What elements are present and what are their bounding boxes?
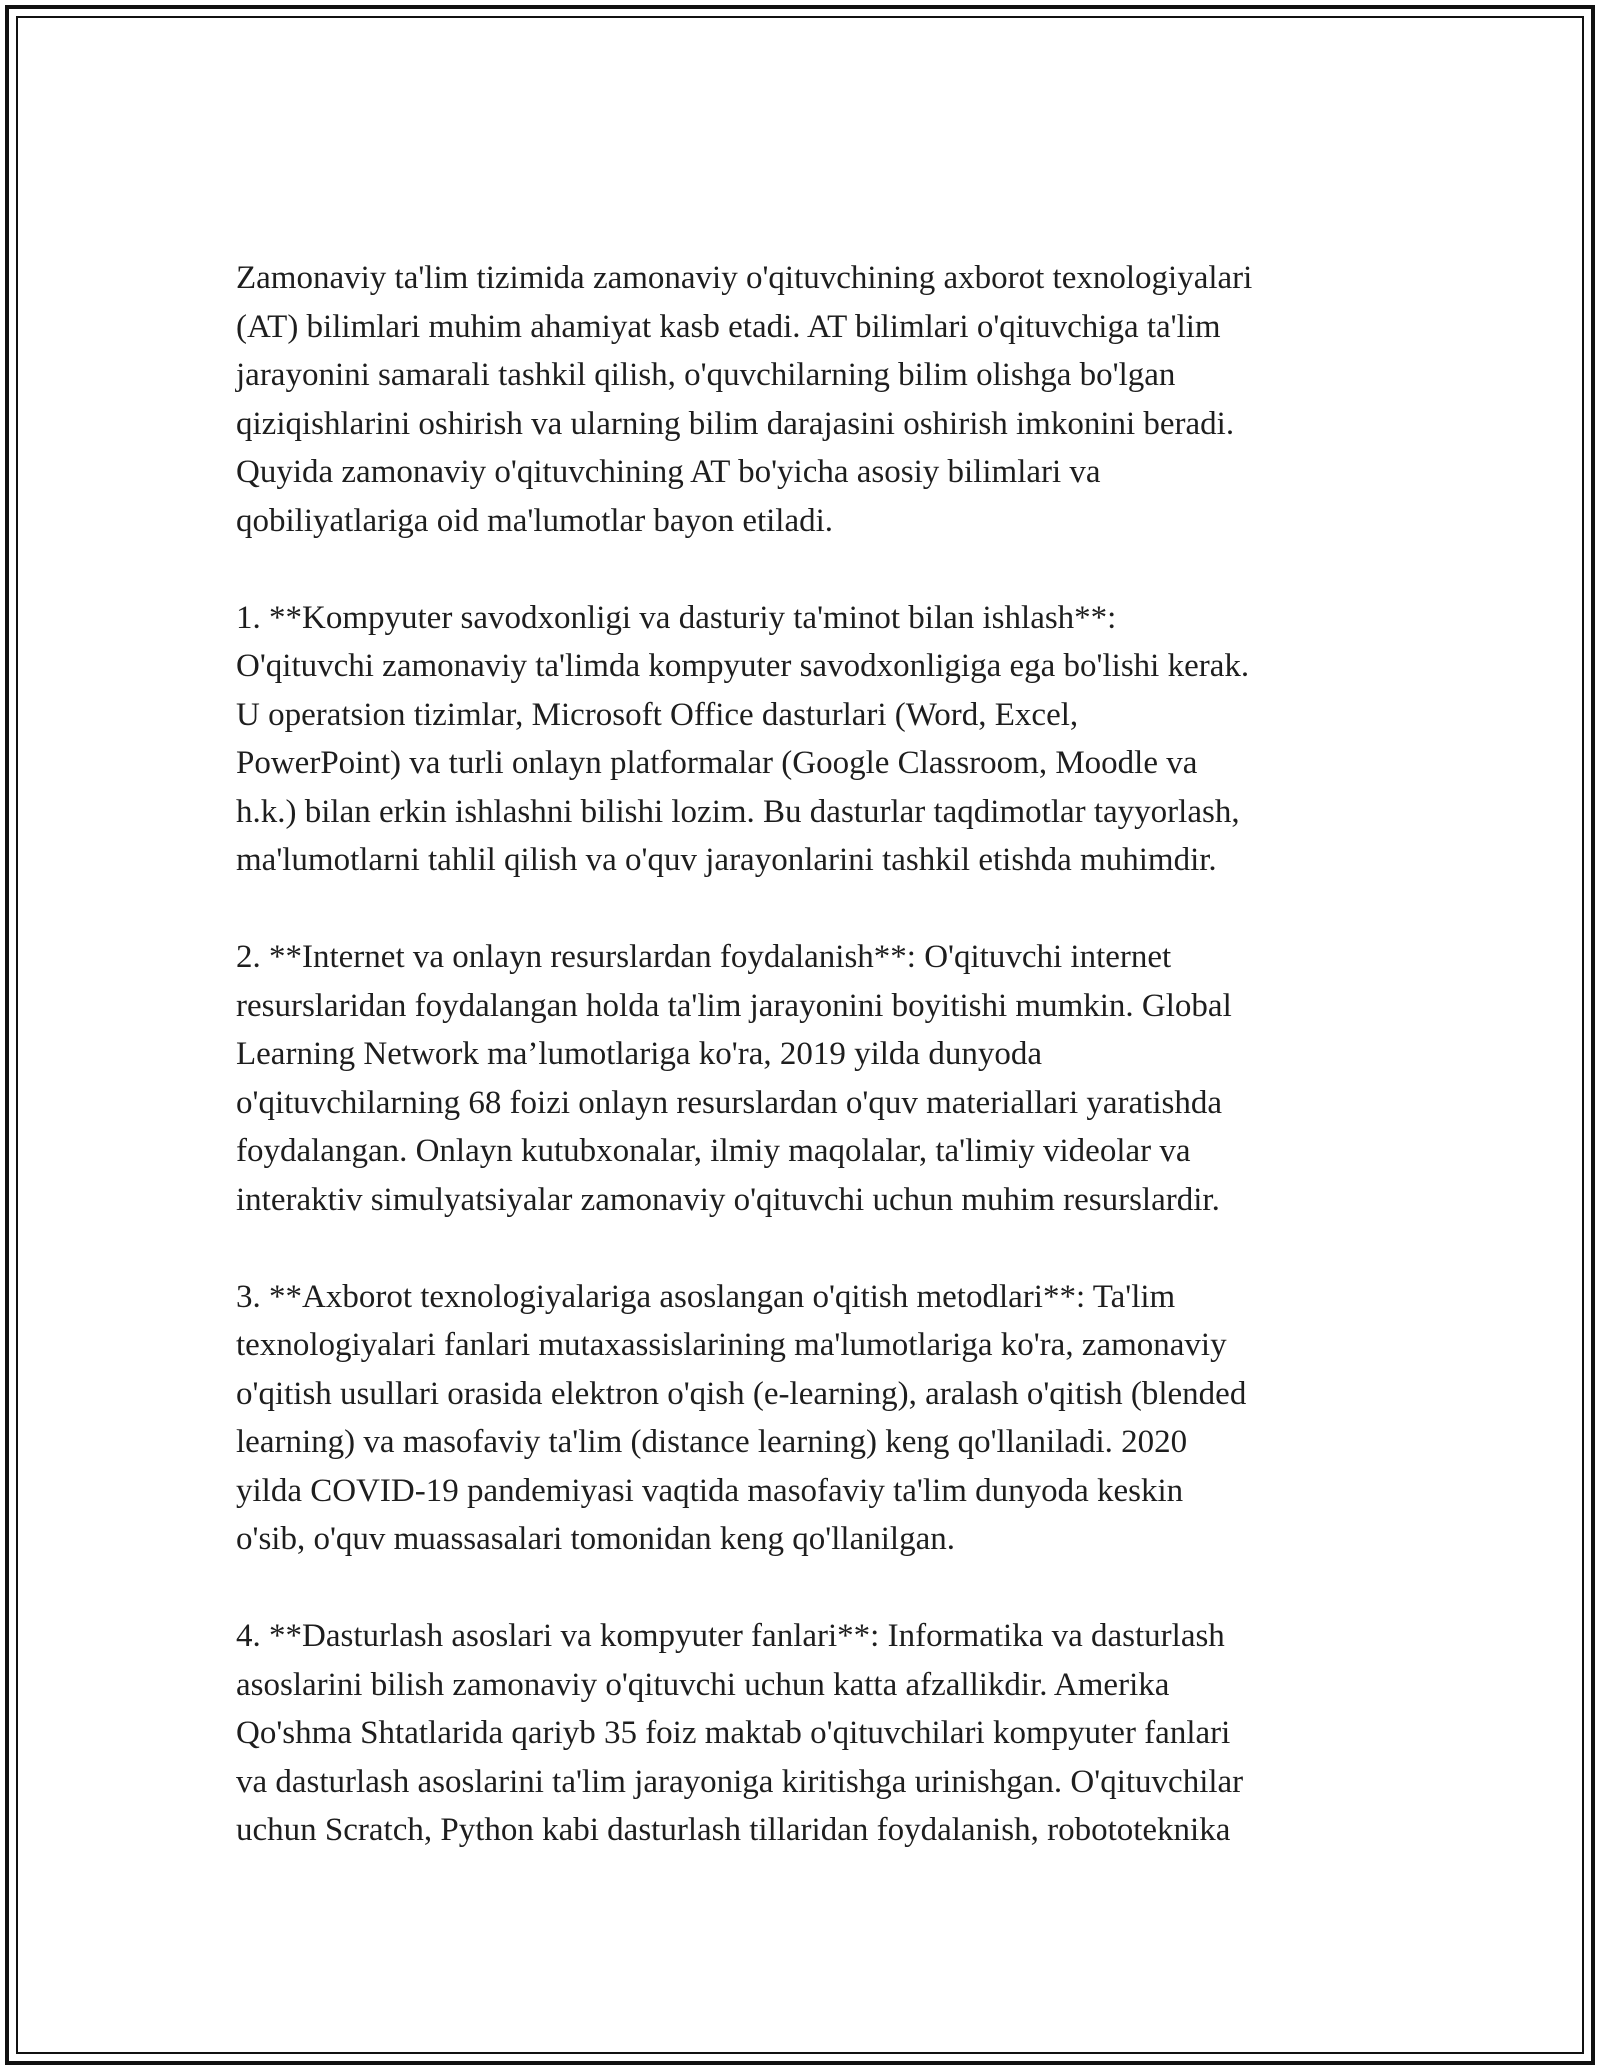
paragraph-item-1 xyxy=(236,594,1376,885)
text-line: o'qitish usullari orasida elektron o'qish (e-learning), aralash o'qitish (blended xyxy=(236,1375,1247,1412)
text-line: jarayonini samarali tashkil qilish, o'quvchilarning bilim olishga bo'lgan xyxy=(236,357,1176,393)
text-line: Zamonaviy ta'lim tizimida zamonaviy o'qituvchining axborot texnologiyalari xyxy=(236,260,1253,296)
paragraph-intro xyxy=(236,254,1376,545)
text-line: Learning Network ma’lumotlariga ko'ra, 2019 yilda dunyoda xyxy=(236,1036,1042,1072)
text-line: 3. **Axborot texnologiyalariga asoslangan o'qitish metodlari**: Ta'lim xyxy=(236,1278,1176,1315)
text-line: ma'lumotlarni tahlil qilish va o'quv jarayonlarini tashkil etishda muhimdir. xyxy=(236,842,1217,878)
text-line: texnologiyalari fanlari mutaxassislarining ma'lumotlariga ko'ra, zamonaviy xyxy=(236,1327,1227,1363)
text-line: U operatsion tizimlar, Microsoft Office dasturlari (Word, Excel, xyxy=(236,696,1079,733)
text-line: uchun Scratch, Python kabi dasturlash tillaridan foydalanish, robototeknika xyxy=(236,1812,1231,1848)
paragraph-item-2 xyxy=(236,933,1376,1224)
text-line: qobiliyatlariga oid ma'lumotlar bayon etiladi. xyxy=(236,502,834,539)
text-line: learning) va masofaviy ta'lim (distance learning) keng qo'llaniladi. 2020 xyxy=(236,1424,1188,1460)
text-line: yilda COVID-19 pandemiyasi vaqtida masofaviy ta'lim dunyoda keskin xyxy=(236,1472,1184,1509)
text-line: PowerPoint) va turli onlayn platformalar (Google Classroom, Moodle va xyxy=(236,745,1198,781)
text-line: resurslaridan foydalangan holda ta'lim jarayonini boyitishi mumkin. Global xyxy=(236,987,1232,1024)
document-body xyxy=(236,254,1376,1903)
text-line: Quyida zamonaviy o'qituvchining AT bo'yicha asosiy bilimlari va xyxy=(236,454,1101,490)
text-line: 1. **Kompyuter savodxonligi va dasturiy ta'minot bilan ishlash**: xyxy=(236,599,1117,636)
text-line: h.k.) bilan erkin ishlashni bilishi lozim. Bu dasturlar taqdimotlar tayyorlash, xyxy=(236,793,1240,830)
text-line: qiziqishlarini oshirish va ularning bilim darajasini oshirish imkonini beradi. xyxy=(236,405,1235,442)
text-line: o'sib, o'quv muassasalari tomonidan keng qo'llanilgan. xyxy=(236,1521,955,1557)
text-line: (AT) bilimlari muhim ahamiyat kasb etadi. AT bilimlari o'qituvchiga ta'lim xyxy=(236,308,1221,345)
text-line: asoslarini bilish zamonaviy o'qituvchi uchun katta afzallikdir. Amerika xyxy=(236,1666,1170,1703)
text-line: 4. **Dasturlash asoslari va kompyuter fanlari**: Informatika va dasturlash xyxy=(236,1618,1225,1654)
paragraph-item-4 xyxy=(236,1612,1376,1855)
paragraph-item-3 xyxy=(236,1273,1376,1564)
text-line: O'qituvchi zamonaviy ta'limda kompyuter savodxonligiga ega bo'lishi kerak. xyxy=(236,648,1250,684)
text-line: Qo'shma Shtatlarida qariyb 35 foiz maktab o'qituvchilari kompyuter fanlari xyxy=(236,1715,1231,1751)
text-line: o'qituvchilarning 68 foizi onlayn resurslardan o'quv materiallari yaratishda xyxy=(236,1084,1223,1121)
text-line: foydalangan. Onlayn kutubxonalar, ilmiy maqolalar, ta'limiy videolar va xyxy=(236,1133,1191,1169)
text-line: va dasturlash asoslarini ta'lim jarayoniga kiritishga urinishgan. O'qituvchilar xyxy=(236,1763,1244,1800)
text-line: interaktiv simulyatsiyalar zamonaviy o'qituvchi uchun muhim resurslardir. xyxy=(236,1181,1220,1218)
text-line: 2. **Internet va onlayn resurslardan foydalanish**: O'qituvchi internet xyxy=(236,939,1172,975)
